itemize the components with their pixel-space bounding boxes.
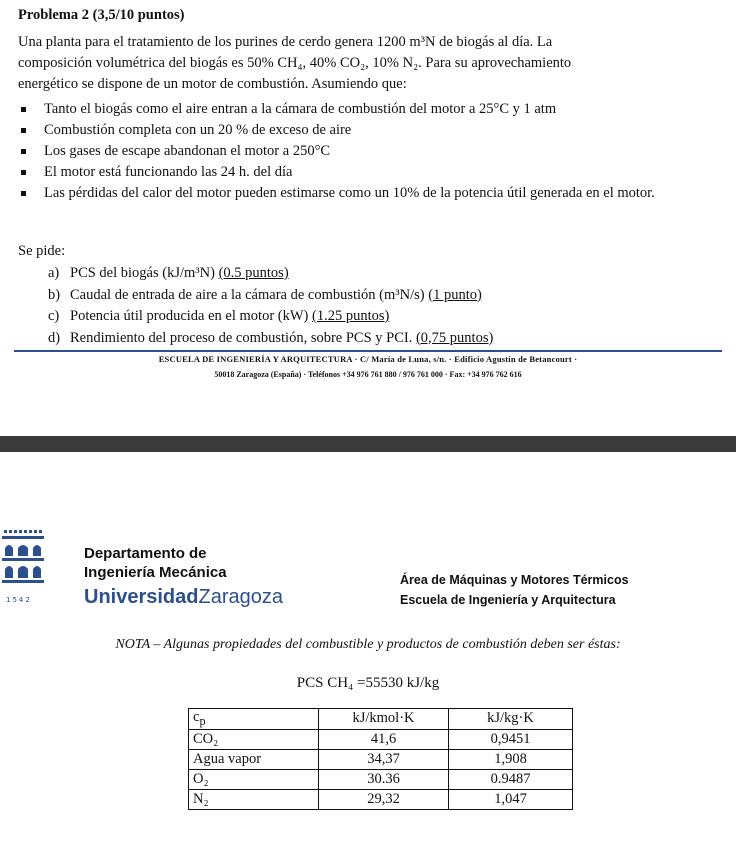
ask-item	[48, 263, 493, 285]
university-logo-icon	[2, 526, 52, 590]
footer-address: ESCUELA DE INGENIERÍA Y ARQUITECTURA · C/ María de Luna, s/n. · Edificio Agustín de Betancourt ·	[158, 354, 578, 364]
department-name: Departamento de Ingeniería Mecánica	[84, 545, 227, 581]
footer-contact: 50018 Zaragoza (España) · Teléfonos +34 976 761 880 / 976 761 000 · Fax: +34 976 762 616	[214, 370, 522, 379]
ask-item	[48, 328, 493, 350]
value-cell: 30.36	[319, 769, 449, 789]
species-cell: CO₂	[189, 729, 319, 749]
statement-line: energético se dispone de un motor de combustión. Asumiendo que:	[18, 76, 407, 92]
ask-letter: b)	[48, 286, 61, 303]
assumption-item: Combustión completa con un 20 % de exceso de aire	[18, 120, 724, 141]
footer-divider	[14, 350, 722, 352]
header-cell: kJ/kg·K	[449, 709, 573, 730]
statement-line: composición volumétrica del biogás es 50% CH₄, 40% CO₂, 10% N₂. Para su aprovechamiento	[18, 55, 572, 71]
value-cell: 1,047	[449, 789, 573, 809]
table-row	[189, 729, 573, 749]
assumption-item: Las pérdidas del calor del motor pueden estimarse como un 10% de la potencia útil generada en el motor.	[18, 183, 724, 204]
ask-letter: a)	[48, 265, 60, 281]
value-cell: 1,908	[449, 749, 573, 769]
ask-text: Caudal de entrada de aire a la cámara de combustión (m³N/s)	[70, 286, 429, 303]
ask-text: PCS del biogás (kJ/m³N)	[70, 265, 219, 281]
value-cell: 0,9451	[449, 729, 573, 749]
ask-points: (1 punto)	[428, 286, 482, 303]
ask-text: Potencia útil producida en el motor (kW)	[70, 308, 312, 324]
species-cell: N₂	[189, 789, 319, 809]
assumption-item: Tanto el biogás como el aire entran a la cámara de combustión del motor a 25°C y 1 atm	[18, 99, 724, 120]
ask-item	[48, 285, 493, 307]
value-cell: 0.9487	[449, 769, 573, 789]
logo-year: 1542	[6, 596, 32, 604]
properties-table	[188, 708, 573, 810]
table-header-row	[189, 709, 573, 730]
problem-statement	[18, 32, 724, 95]
value-cell: 34,37	[319, 749, 449, 769]
table-row	[189, 769, 573, 789]
university-name: UniversidadZaragoza	[84, 586, 283, 608]
species-cell: Agua vapor	[189, 749, 319, 769]
area-heading: Área de Máquinas y Motores Térmicos Escuela de Ingeniería y Arquitectura	[400, 573, 629, 607]
table-row	[189, 789, 573, 809]
ask-letter: d)	[48, 329, 61, 346]
asks-list	[48, 263, 493, 349]
species-cell: O₂	[189, 769, 319, 789]
ask-points: (0,75 puntos)	[415, 329, 494, 346]
ask-points: (1.25 puntos)	[312, 308, 390, 324]
pcs-value: PCS CH₄ =55530 kJ/kg	[296, 675, 440, 691]
table-row	[189, 749, 573, 769]
asks-label: Se pide:	[18, 243, 66, 259]
ask-item	[48, 306, 493, 328]
page-break	[0, 436, 736, 452]
header-cell: kJ/kmol·K	[319, 709, 449, 730]
value-cell: 41,6	[319, 729, 449, 749]
problem-title: Problema 2 (3,5/10 puntos)	[18, 7, 185, 23]
assumptions-list	[18, 99, 724, 204]
value-cell: 29,32	[319, 789, 449, 809]
header-cell: $c_p$	[189, 709, 319, 730]
assumption-item: Los gases de escape abandonan el motor a 250°C	[18, 141, 724, 162]
statement-line: Una planta para el tratamiento de los purines de cerdo genera 1200 m³N de biogás al día. La	[18, 34, 553, 50]
properties-note: NOTA – Algunas propiedades del combustible y productos de combustión deben ser éstas:	[115, 637, 621, 652]
ask-text: Rendimiento del proceso de combustión, sobre PCS y PCI.	[70, 329, 416, 346]
ask-points: (0.5 puntos)	[218, 265, 289, 281]
exam-page-bottom	[0, 452, 736, 848]
ask-letter: c)	[48, 308, 60, 324]
assumption-item: El motor está funcionando las 24 h. del día	[18, 162, 724, 183]
